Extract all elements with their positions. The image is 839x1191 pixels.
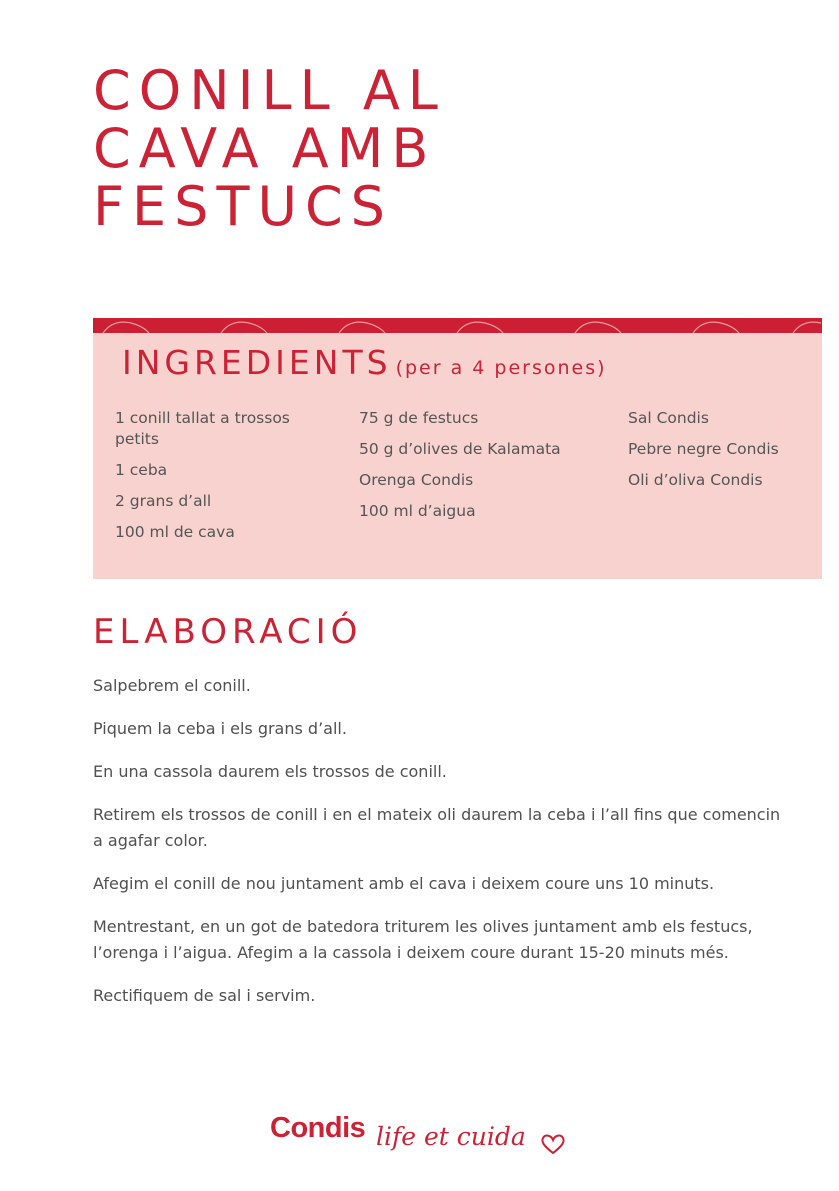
title-line: FESTUCS <box>93 175 393 238</box>
step-text: Salpebrem el conill. <box>93 676 251 695</box>
step-text: Mentrestant, en un got de batedora triturem les olives juntament amb els festucs, l’orenga i l’aigua. Afegim a la cassola i deixem coure durant 15-20 minuts més. <box>93 917 753 962</box>
ingredient-item: 50 g d’olives de Kalamata <box>359 440 561 458</box>
title-line: CONILL AL <box>93 59 446 122</box>
ingredient-item: 75 g de festucs <box>359 409 479 427</box>
ingredient-item: Oli d’oliva Condis <box>628 471 763 489</box>
elaboracio-heading: ELABORACIÓ <box>93 612 363 652</box>
step-text: Retirem els trossos de conill i en el mateix oli daurem la ceba i l’all fins que comencin a agafar color. <box>93 805 781 850</box>
ingredient-item: 100 ml d’aigua <box>359 502 476 520</box>
elaboracio-steps <box>93 673 783 1026</box>
ingredients-panel <box>93 318 822 579</box>
brand-tagline: life et cuida <box>376 1122 526 1151</box>
step-text: Rectifiquem de sal i servim. <box>93 986 316 1005</box>
step-text: Afegim el conill de nou juntament amb el cava i deixem coure uns 10 minuts. <box>93 874 715 893</box>
pattern-icon <box>93 318 822 333</box>
decorative-band <box>93 318 822 333</box>
ingredients-column-3 <box>628 408 818 501</box>
ingredient-item: Sal Condis <box>628 409 709 427</box>
heart-icon <box>540 1132 566 1156</box>
servings-note: (per a 4 persones) <box>395 357 607 379</box>
ingredients-column-1 <box>115 408 330 553</box>
ingredients-title: INGREDIENTS <box>122 343 392 382</box>
step-text: Piquem la ceba i els grans d’all. <box>93 719 347 738</box>
ingredient-item: 1 conill tallat a trossos petits <box>115 409 290 448</box>
ingredient-item: Pebre negre Condis <box>628 440 779 458</box>
title-line: CAVA AMB <box>93 117 437 180</box>
ingredients-column-2 <box>359 408 599 532</box>
ingredient-item: Orenga Condis <box>359 471 474 489</box>
ingredients-heading <box>122 343 607 382</box>
step-text: En una cassola daurem els trossos de conill. <box>93 762 447 781</box>
ingredient-item: 100 ml de cava <box>115 523 235 541</box>
ingredient-item: 2 grans d’all <box>115 492 212 510</box>
brand-logo <box>270 1112 570 1172</box>
recipe-title <box>93 59 693 238</box>
ingredient-item: 1 ceba <box>115 461 168 479</box>
brand-name: Condis <box>270 1112 366 1144</box>
